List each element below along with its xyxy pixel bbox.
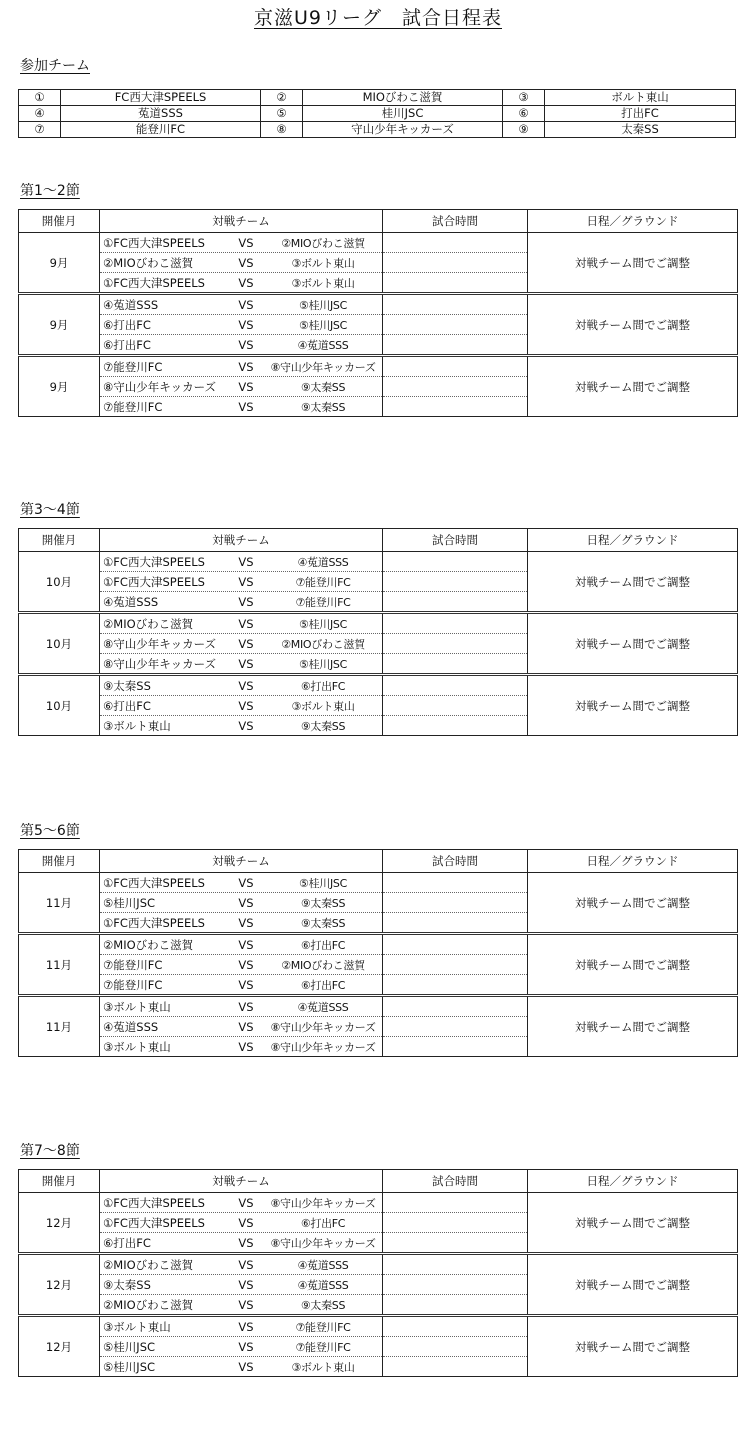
- vs-label: VS: [238, 977, 254, 992]
- match-time-cell: [383, 1233, 528, 1254]
- home-team: ⑨太秦SS: [103, 678, 151, 693]
- vs-label: VS: [238, 698, 254, 713]
- page-title: [0, 3, 756, 30]
- match-cell: [100, 913, 383, 934]
- match-cell: [100, 572, 383, 592]
- vs-label: VS: [238, 875, 254, 890]
- away-team: ⑤桂川JSC: [299, 657, 347, 671]
- vs-label: VS: [238, 678, 254, 693]
- ground-cell: 対戦チーム間でご調整: [528, 1316, 738, 1377]
- vs-label: VS: [238, 399, 254, 414]
- home-team: ③ボルト東山: [103, 1319, 171, 1334]
- vs-label: VS: [238, 1215, 254, 1230]
- month-cell: 12月: [19, 1316, 100, 1377]
- match-cell: [100, 273, 383, 294]
- match-row: [19, 233, 738, 253]
- home-team: ⑥打出FC: [103, 317, 151, 332]
- vs-label: VS: [238, 379, 254, 394]
- section-heading: 第3～4節: [20, 502, 80, 518]
- away-team: ⑧守山少年キッカーズ: [270, 1040, 376, 1054]
- participants-row: [19, 90, 736, 106]
- team-number: ①: [19, 90, 61, 106]
- header-teams: 対戦チーム: [100, 1170, 383, 1193]
- home-team: ④菟道SSS: [103, 297, 159, 312]
- team-name: 菟道SSS: [61, 106, 261, 122]
- home-team: ①FC西大津SPEELS: [103, 275, 205, 290]
- month-cell: 12月: [19, 1193, 100, 1254]
- away-team: ⑦能登川FC: [295, 575, 351, 589]
- match-time-cell: [383, 934, 528, 955]
- header-month: 開催月: [19, 1170, 100, 1193]
- match-cell: [100, 1233, 383, 1254]
- match-cell: [100, 1037, 383, 1057]
- away-team: ⑤桂川JSC: [299, 876, 347, 890]
- away-team: ⑤桂川JSC: [299, 617, 347, 631]
- away-team: ⑨太秦SS: [300, 719, 346, 733]
- ground-cell: 対戦チーム間でご調整: [528, 552, 738, 613]
- match-cell: [100, 675, 383, 696]
- vs-label: VS: [238, 656, 254, 671]
- schedule-header-row: [19, 1170, 738, 1193]
- match-time-cell: [383, 996, 528, 1017]
- home-team: ①FC西大津SPEELS: [103, 1195, 205, 1210]
- team-name: ボルト東山: [545, 90, 736, 106]
- match-row: [19, 675, 738, 696]
- vs-label: VS: [238, 636, 254, 651]
- match-cell: [100, 1275, 383, 1295]
- match-cell: [100, 1357, 383, 1377]
- vs-label: VS: [238, 1277, 254, 1292]
- schedule-table: [18, 1169, 738, 1377]
- away-team: ⑦能登川FC: [295, 595, 351, 609]
- away-team: ⑧守山少年キッカーズ: [270, 1020, 376, 1034]
- away-team: ⑥打出FC: [300, 978, 346, 992]
- match-time-cell: [383, 397, 528, 417]
- vs-label: VS: [238, 297, 254, 312]
- month-cell: 10月: [19, 552, 100, 613]
- ground-cell: 対戦チーム間でご調整: [528, 996, 738, 1057]
- match-cell: [100, 1017, 383, 1037]
- home-team: ①FC西大津SPEELS: [103, 235, 205, 250]
- away-team: ⑧守山少年キッカーズ: [270, 360, 376, 374]
- ground-cell: 対戦チーム間でご調整: [528, 934, 738, 996]
- match-row: [19, 1316, 738, 1337]
- match-cell: [100, 696, 383, 716]
- vs-label: VS: [238, 275, 254, 290]
- home-team: ②MIOびわこ滋賀: [103, 1257, 194, 1272]
- match-row: [19, 1254, 738, 1275]
- header-ground: 日程／グラウンド: [528, 850, 738, 873]
- team-name: MIOびわこ滋賀: [303, 90, 503, 106]
- match-cell: [100, 634, 383, 654]
- match-row: [19, 934, 738, 955]
- vs-label: VS: [238, 1359, 254, 1374]
- ground-cell: 対戦チーム間でご調整: [528, 873, 738, 934]
- month-cell: 10月: [19, 675, 100, 736]
- month-cell: 10月: [19, 613, 100, 675]
- match-time-cell: [383, 1357, 528, 1377]
- away-team: ⑥打出FC: [300, 1216, 346, 1230]
- team-name: 能登川FC: [61, 122, 261, 138]
- match-cell: [100, 552, 383, 572]
- schedule-header-row: [19, 850, 738, 873]
- team-number: ③: [503, 90, 545, 106]
- match-cell: [100, 873, 383, 893]
- ground-cell: 対戦チーム間でご調整: [528, 675, 738, 736]
- ground-cell: 対戦チーム間でご調整: [528, 294, 738, 356]
- match-cell: [100, 1193, 383, 1213]
- match-time-cell: [383, 356, 528, 377]
- away-team: ⑨太秦SS: [300, 1298, 346, 1312]
- match-cell: [100, 294, 383, 315]
- match-row: [19, 356, 738, 377]
- team-name: 打出FC: [545, 106, 736, 122]
- month-cell: 9月: [19, 233, 100, 294]
- vs-label: VS: [238, 1019, 254, 1034]
- home-team: ②MIOびわこ滋賀: [103, 1297, 194, 1312]
- away-team: ④菟道SSS: [297, 338, 349, 352]
- away-team: ②MIOびわこ滋賀: [281, 958, 365, 972]
- match-cell: [100, 253, 383, 273]
- header-time: 試合時間: [383, 850, 528, 873]
- home-team: ②MIOびわこ滋賀: [103, 616, 194, 631]
- match-time-cell: [383, 1193, 528, 1213]
- match-row: [19, 552, 738, 572]
- section-heading: 第1～2節: [20, 183, 80, 199]
- match-cell: [100, 233, 383, 253]
- home-team: ⑦能登川FC: [103, 359, 163, 374]
- match-time-cell: [383, 572, 528, 592]
- match-row: [19, 873, 738, 893]
- home-team: ⑤桂川JSC: [103, 895, 156, 910]
- home-team: ②MIOびわこ滋賀: [103, 255, 194, 270]
- match-cell: [100, 315, 383, 335]
- away-team: ⑥打出FC: [300, 938, 346, 952]
- match-cell: [100, 592, 383, 613]
- vs-label: VS: [238, 594, 254, 609]
- team-number: ⑦: [19, 122, 61, 138]
- home-team: ④菟道SSS: [103, 594, 159, 609]
- schedule-table: [18, 209, 738, 417]
- header-ground: 日程／グラウンド: [528, 210, 738, 233]
- match-time-cell: [383, 873, 528, 893]
- match-time-cell: [383, 675, 528, 696]
- away-team: ⑨太秦SS: [300, 896, 346, 910]
- home-team: ③ボルト東山: [103, 718, 171, 733]
- team-name: 桂川JSC: [303, 106, 503, 122]
- vs-label: VS: [238, 1235, 254, 1250]
- match-cell: [100, 996, 383, 1017]
- match-time-cell: [383, 1254, 528, 1275]
- vs-label: VS: [238, 554, 254, 569]
- home-team: ⑧守山少年キッカーズ: [103, 379, 217, 394]
- header-month: 開催月: [19, 210, 100, 233]
- home-team: ⑦能登川FC: [103, 399, 163, 414]
- match-cell: [100, 613, 383, 634]
- schedule-header-row: [19, 210, 738, 233]
- vs-label: VS: [238, 1195, 254, 1210]
- header-time: 試合時間: [383, 210, 528, 233]
- month-cell: 12月: [19, 1254, 100, 1316]
- away-team: ⑨太秦SS: [300, 400, 346, 414]
- home-team: ⑧守山少年キッカーズ: [103, 636, 217, 651]
- match-time-cell: [383, 634, 528, 654]
- vs-label: VS: [238, 317, 254, 332]
- vs-label: VS: [238, 957, 254, 972]
- match-time-cell: [383, 552, 528, 572]
- away-team: ②MIOびわこ滋賀: [281, 637, 365, 651]
- month-cell: 11月: [19, 934, 100, 996]
- vs-label: VS: [238, 235, 254, 250]
- team-number: ⑤: [261, 106, 303, 122]
- team-number: ⑧: [261, 122, 303, 138]
- away-team: ④菟道SSS: [297, 1258, 349, 1272]
- month-cell: 11月: [19, 873, 100, 934]
- home-team: ③ボルト東山: [103, 999, 171, 1014]
- match-time-cell: [383, 913, 528, 934]
- match-cell: [100, 1337, 383, 1357]
- away-team: ⑦能登川FC: [295, 1340, 351, 1354]
- home-team: ①FC西大津SPEELS: [103, 1215, 205, 1230]
- home-team: ①FC西大津SPEELS: [103, 915, 205, 930]
- header-time: 試合時間: [383, 529, 528, 552]
- vs-label: VS: [238, 1319, 254, 1334]
- team-name: FC西大津SPEELS: [61, 90, 261, 106]
- match-time-cell: [383, 716, 528, 736]
- match-time-cell: [383, 1275, 528, 1295]
- away-team: ③ボルト東山: [291, 276, 355, 290]
- participants-table: [18, 89, 736, 138]
- vs-label: VS: [238, 895, 254, 910]
- home-team: ②MIOびわこ滋賀: [103, 937, 194, 952]
- header-month: 開催月: [19, 529, 100, 552]
- vs-label: VS: [238, 359, 254, 374]
- match-time-cell: [383, 955, 528, 975]
- match-cell: [100, 716, 383, 736]
- away-team: ③ボルト東山: [291, 1360, 355, 1374]
- vs-label: VS: [238, 255, 254, 270]
- match-cell: [100, 934, 383, 955]
- vs-label: VS: [238, 999, 254, 1014]
- team-number: ⑥: [503, 106, 545, 122]
- match-cell: [100, 377, 383, 397]
- home-team: ④菟道SSS: [103, 1019, 159, 1034]
- match-cell: [100, 1316, 383, 1337]
- month-cell: 9月: [19, 294, 100, 356]
- match-row: [19, 996, 738, 1017]
- schedule-table: [18, 849, 738, 1057]
- vs-label: VS: [238, 1339, 254, 1354]
- vs-label: VS: [238, 1257, 254, 1272]
- home-team: ⑨太秦SS: [103, 1277, 151, 1292]
- match-time-cell: [383, 592, 528, 613]
- match-cell: [100, 1295, 383, 1316]
- header-ground: 日程／グラウンド: [528, 1170, 738, 1193]
- header-month: 開催月: [19, 850, 100, 873]
- away-team: ⑧守山少年キッカーズ: [270, 1196, 376, 1210]
- away-team: ⑨太秦SS: [300, 916, 346, 930]
- vs-label: VS: [238, 937, 254, 952]
- team-number: ⑨: [503, 122, 545, 138]
- away-team: ③ボルト東山: [291, 699, 355, 713]
- match-time-cell: [383, 654, 528, 675]
- participants-row: [19, 106, 736, 122]
- vs-label: VS: [238, 1039, 254, 1054]
- match-cell: [100, 356, 383, 377]
- match-time-cell: [383, 1295, 528, 1316]
- match-cell: [100, 893, 383, 913]
- ground-cell: 対戦チーム間でご調整: [528, 356, 738, 417]
- page-title-text: 京滋U9リーグ 試合日程表: [254, 7, 502, 29]
- away-team: ⑤桂川JSC: [299, 318, 347, 332]
- match-row: [19, 1193, 738, 1213]
- match-time-cell: [383, 975, 528, 996]
- match-cell: [100, 397, 383, 417]
- team-name: 守山少年キッカーズ: [303, 122, 503, 138]
- match-time-cell: [383, 233, 528, 253]
- home-team: ⑤桂川JSC: [103, 1359, 156, 1374]
- home-team: ①FC西大津SPEELS: [103, 554, 205, 569]
- match-row: [19, 613, 738, 634]
- match-time-cell: [383, 613, 528, 634]
- home-team: ⑦能登川FC: [103, 977, 163, 992]
- ground-cell: 対戦チーム間でご調整: [528, 1254, 738, 1316]
- match-cell: [100, 955, 383, 975]
- match-time-cell: [383, 1337, 528, 1357]
- team-number: ④: [19, 106, 61, 122]
- away-team: ⑧守山少年キッカーズ: [270, 1236, 376, 1250]
- vs-label: VS: [238, 915, 254, 930]
- participants-heading: 参加チーム: [20, 58, 90, 74]
- header-ground: 日程／グラウンド: [528, 529, 738, 552]
- home-team: ⑥打出FC: [103, 698, 151, 713]
- match-time-cell: [383, 1213, 528, 1233]
- vs-label: VS: [238, 337, 254, 352]
- home-team: ①FC西大津SPEELS: [103, 574, 205, 589]
- header-teams: 対戦チーム: [100, 850, 383, 873]
- away-team: ④菟道SSS: [297, 1278, 349, 1292]
- header-teams: 対戦チーム: [100, 210, 383, 233]
- month-cell: 9月: [19, 356, 100, 417]
- home-team: ⑦能登川FC: [103, 957, 163, 972]
- match-time-cell: [383, 696, 528, 716]
- away-team: ②MIOびわこ滋賀: [281, 236, 365, 250]
- home-team: ⑤桂川JSC: [103, 1339, 156, 1354]
- away-team: ⑤桂川JSC: [299, 298, 347, 312]
- away-team: ⑨太秦SS: [300, 380, 346, 394]
- ground-cell: 対戦チーム間でご調整: [528, 233, 738, 294]
- match-time-cell: [383, 1037, 528, 1057]
- schedule-header-row: [19, 529, 738, 552]
- match-time-cell: [383, 335, 528, 356]
- home-team: ⑥打出FC: [103, 1235, 151, 1250]
- match-row: [19, 294, 738, 315]
- match-cell: [100, 335, 383, 356]
- header-time: 試合時間: [383, 1170, 528, 1193]
- ground-cell: 対戦チーム間でご調整: [528, 613, 738, 675]
- away-team: ⑥打出FC: [300, 679, 346, 693]
- match-time-cell: [383, 315, 528, 335]
- match-time-cell: [383, 253, 528, 273]
- match-time-cell: [383, 893, 528, 913]
- ground-cell: 対戦チーム間でご調整: [528, 1193, 738, 1254]
- vs-label: VS: [238, 574, 254, 589]
- team-number: ②: [261, 90, 303, 106]
- home-team: ⑥打出FC: [103, 337, 151, 352]
- away-team: ③ボルト東山: [291, 256, 355, 270]
- match-cell: [100, 975, 383, 996]
- vs-label: VS: [238, 1297, 254, 1312]
- home-team: ⑧守山少年キッカーズ: [103, 656, 217, 671]
- section-heading: 第5～6節: [20, 823, 80, 839]
- vs-label: VS: [238, 616, 254, 631]
- month-cell: 11月: [19, 996, 100, 1057]
- team-name: 太秦SS: [545, 122, 736, 138]
- away-team: ④菟道SSS: [297, 1000, 349, 1014]
- match-time-cell: [383, 1316, 528, 1337]
- section-heading: 第7～8節: [20, 1143, 80, 1159]
- match-time-cell: [383, 273, 528, 294]
- home-team: ①FC西大津SPEELS: [103, 875, 205, 890]
- match-cell: [100, 654, 383, 675]
- match-cell: [100, 1254, 383, 1275]
- schedule-table: [18, 528, 738, 736]
- away-team: ④菟道SSS: [297, 555, 349, 569]
- match-time-cell: [383, 294, 528, 315]
- match-cell: [100, 1213, 383, 1233]
- match-time-cell: [383, 1017, 528, 1037]
- header-teams: 対戦チーム: [100, 529, 383, 552]
- away-team: ⑦能登川FC: [295, 1320, 351, 1334]
- participants-row: [19, 122, 736, 138]
- vs-label: VS: [238, 718, 254, 733]
- match-time-cell: [383, 377, 528, 397]
- home-team: ③ボルト東山: [103, 1039, 171, 1054]
